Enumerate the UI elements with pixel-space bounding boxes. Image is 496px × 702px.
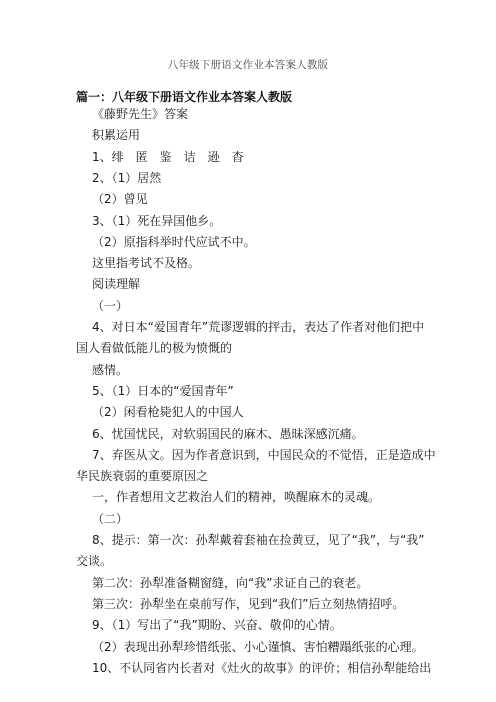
text-line: 国人看做低能儿的极为愤慨的 (76, 341, 233, 356)
text-line: （二） (92, 511, 129, 526)
text-line: 7、弃医从文。因为作者意识到，中国民众的不觉悟，正是造成中 (92, 447, 436, 462)
text-line: 这里指考试不及格。 (92, 256, 201, 271)
text-line: 3、（1）死在异国他乡。 (92, 213, 222, 228)
text-line: 9、（1）写出了“我”期盼、兴奋、敬仰的心情。 (92, 618, 342, 633)
text-line: 1、绯 匿 鉴 诘 逊 杳 (92, 149, 244, 164)
text-line: （一） (92, 298, 129, 313)
text-line: 2、（1）居然 (92, 170, 162, 185)
section-title: 篇一：八年级下册语文作业本答案人教版 (76, 90, 293, 104)
text-line: 华民族衰弱的重要原因之 (76, 469, 209, 484)
text-line: 感情。 (92, 362, 129, 377)
text-line: 积累运用 (92, 128, 141, 143)
text-line: 阅读理解 (92, 277, 141, 292)
text-line: 6、忧国忧民，对软弱国民的麻木、愚昧深感沉痛。 (92, 426, 364, 441)
text-line: （2）表现出孙犁珍惜纸张、小心谨慎、害怕糟蹋纸张的心理。 (92, 639, 424, 654)
text-line: 第三次：孙犁坐在桌前写作，见到“我们”后立刻热情招呼。 (92, 596, 405, 611)
text-line: 5、（1）日本的“爱国青年” (92, 383, 234, 398)
text-line: 4、对日本“爱国青年”荒谬逻辑的抨击，表达了作者对他们把中 (92, 320, 425, 334)
page-header: 八年级下册语文作业本答案人教版 (167, 59, 329, 71)
text-line: 一，作者想用文艺救治人们的精神，唤醒麻木的灵魂。 (92, 490, 381, 505)
text-line: （2）闲看枪毙犯人的中国人 (92, 405, 244, 420)
text-line: 交谈。 (76, 554, 113, 569)
text-line: 8、提示：第一次：孙犁戴着套袖在捡黄豆，见了“我”，与“我” (92, 533, 425, 547)
text-line: 《藤野先生》答案 (92, 107, 189, 121)
text-line: 10、不认同省内长者对《灶火的故事》的评价；相信孙犁能给出 (92, 660, 432, 675)
text-line: （2）曾见 (92, 192, 148, 207)
text-line: （2）原指科举时代应试不中。 (92, 234, 256, 249)
text-line: 第二次：孙犁准备糊窗缝，向“我”求证自己的衰老。 (92, 575, 369, 590)
